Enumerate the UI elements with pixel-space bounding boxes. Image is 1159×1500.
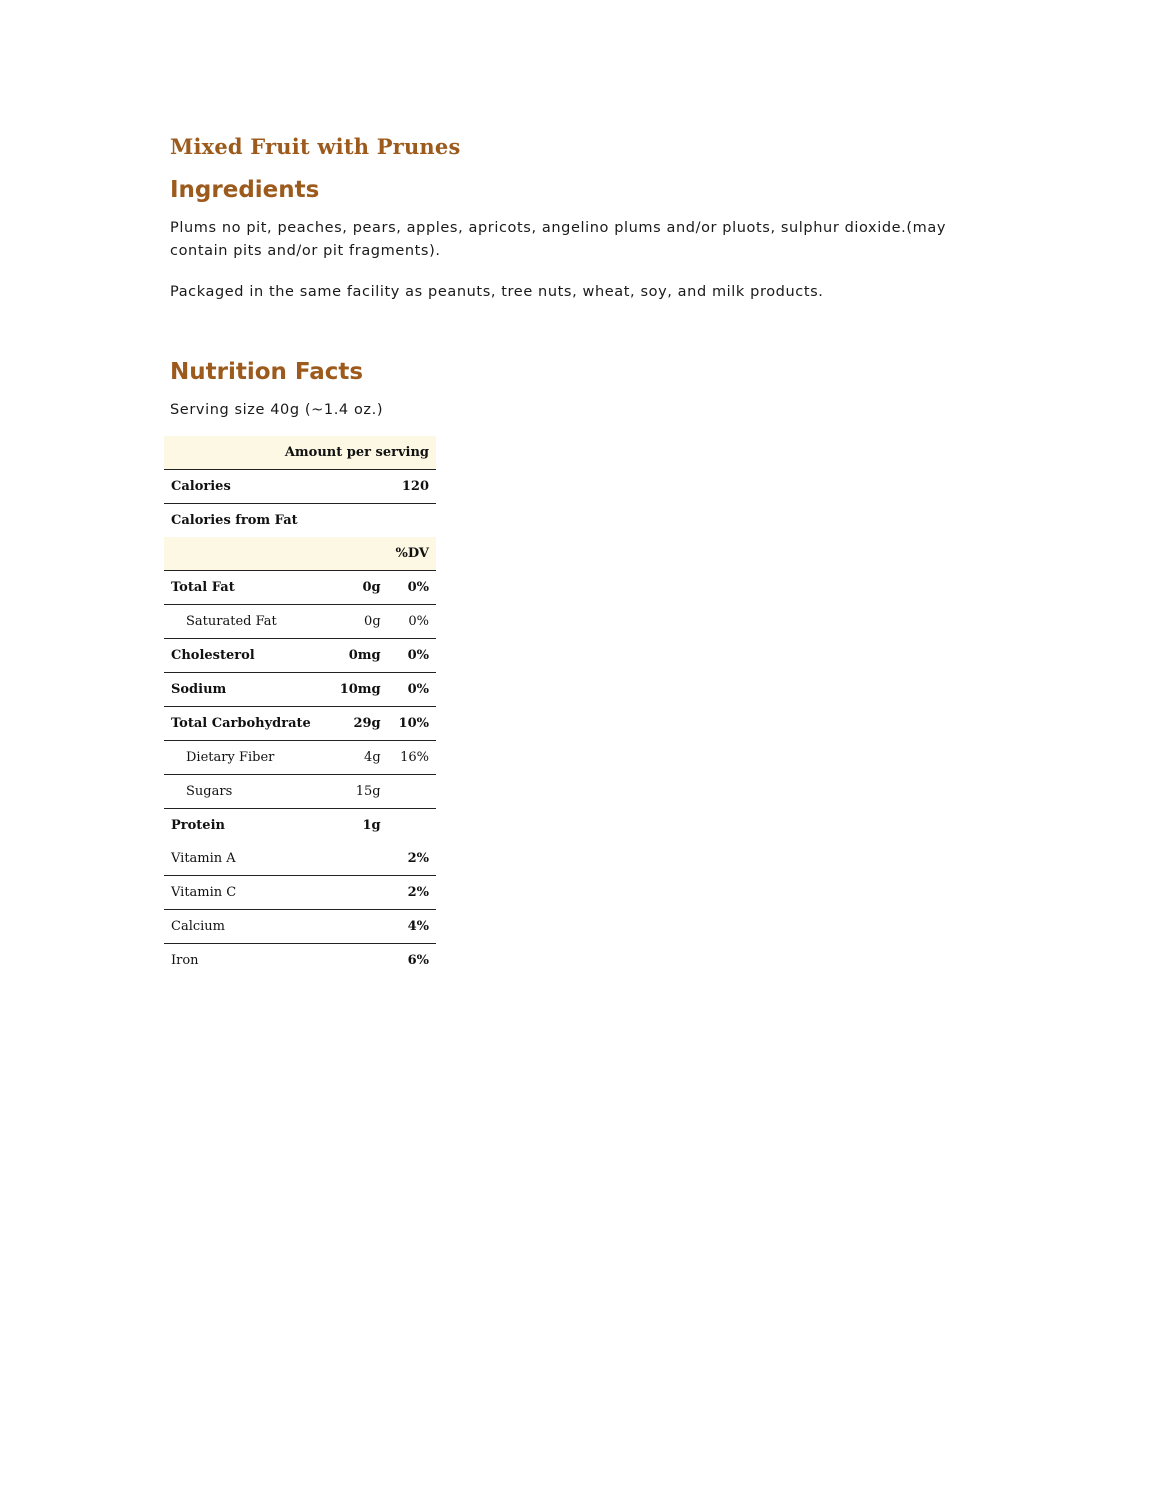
table-row <box>164 571 436 605</box>
nutrient-amount: 0g <box>332 605 388 639</box>
table-row <box>164 876 436 910</box>
calories-value: 120 <box>388 470 436 504</box>
table-row <box>164 707 436 741</box>
nutrient-dv: 0% <box>388 605 436 639</box>
table-row <box>164 944 436 978</box>
amount-per-serving-header: Amount per serving <box>164 436 436 470</box>
table-row <box>164 809 436 843</box>
nutrient-dv: 0% <box>388 571 436 605</box>
nutrient-label: Dietary Fiber <box>164 741 332 775</box>
serving-size: Serving size 40g (~1.4 oz.) <box>170 402 384 418</box>
nutrition-facts-heading: Nutrition Facts <box>170 359 364 385</box>
vitamin-label: Vitamin A <box>164 842 388 876</box>
nutrient-dv: 10% <box>388 707 436 741</box>
table-header-row <box>164 436 436 470</box>
nutrient-label: Cholesterol <box>164 639 332 673</box>
vitamin-label: Vitamin C <box>164 876 388 910</box>
nutrition-facts-table <box>164 436 436 977</box>
nutrient-amount: 10mg <box>332 673 388 707</box>
nutrient-label: Total Fat <box>164 571 332 605</box>
table-row <box>164 605 436 639</box>
nutrient-amount: 4g <box>332 741 388 775</box>
nutrient-dv: 0% <box>388 639 436 673</box>
nutrient-amount: 1g <box>362 818 381 833</box>
nutrient-dv: 0% <box>388 673 436 707</box>
calories-from-fat-value <box>388 504 436 538</box>
calories-label: Calories <box>164 470 388 504</box>
calories-row <box>164 470 436 504</box>
table-row <box>164 842 436 876</box>
ingredients-heading: Ingredients <box>170 177 320 203</box>
vitamin-dv: 6% <box>407 953 429 968</box>
nutrient-label: Protein <box>171 818 225 833</box>
nutrient-label: Total Carbohydrate <box>164 707 332 741</box>
ingredients-text: Plums no pit, peaches, pears, apples, apricots, angelino plums and/or pluots, sulphur dioxide.(may contain pits and/or pit fragments). <box>170 220 947 259</box>
nutrient-label: Sugars <box>164 775 332 809</box>
table-row <box>164 673 436 707</box>
dv-header-row <box>164 537 436 571</box>
product-title: Mixed Fruit with Prunes <box>170 134 461 159</box>
vitamin-label: Iron <box>171 953 199 968</box>
nutrient-amount: 15g <box>332 775 388 809</box>
nutrient-dv: 16% <box>388 741 436 775</box>
table-row <box>164 741 436 775</box>
nutrient-label: Sodium <box>164 673 332 707</box>
allergen-note: Packaged in the same facility as peanuts, tree nuts, wheat, soy, and milk products. <box>170 284 824 300</box>
nutrient-label: Saturated Fat <box>164 605 332 639</box>
vitamin-dv: 4% <box>388 910 436 944</box>
nutrient-amount: 29g <box>332 707 388 741</box>
vitamin-label: Calcium <box>164 910 388 944</box>
nutrient-dv <box>388 775 436 809</box>
table-row <box>164 639 436 673</box>
nutrient-dv <box>388 809 436 843</box>
nutrient-amount: 0mg <box>332 639 388 673</box>
vitamin-dv: 2% <box>388 876 436 910</box>
calories-from-fat-label: Calories from Fat <box>171 513 298 528</box>
table-row <box>164 775 436 809</box>
nutrient-amount: 0g <box>332 571 388 605</box>
dv-header: %DV <box>388 537 436 571</box>
vitamin-dv: 2% <box>388 842 436 876</box>
calories-from-fat-row <box>164 504 436 538</box>
table-row <box>164 910 436 944</box>
